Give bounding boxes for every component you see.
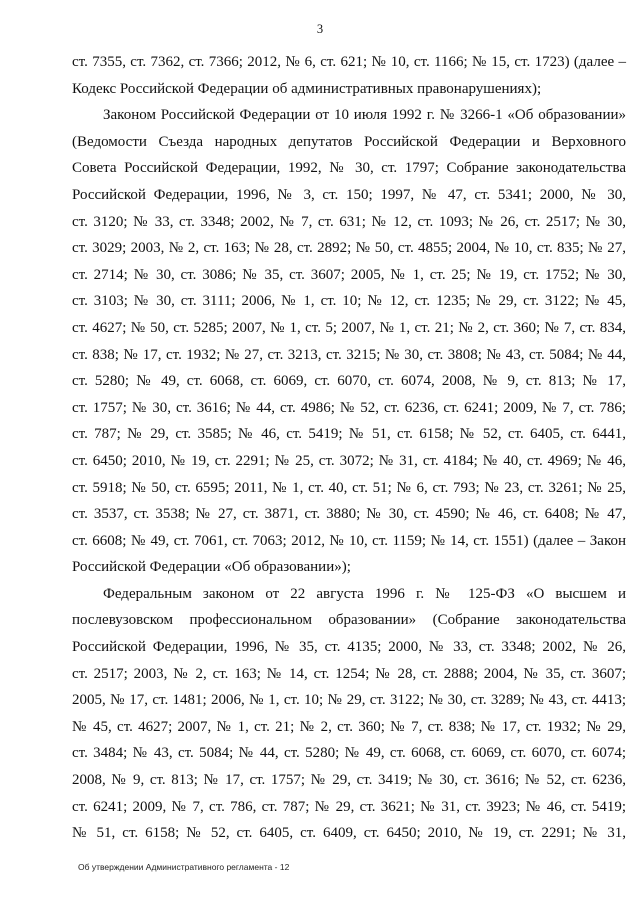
text-line: ст. 5918; № 50, ст. 6595; 2011, № 1, ст. 40, ст. 51; № 6, ст. 793; № 23, ст. 3261; № 25, <box>72 479 626 496</box>
text-line: № 51, ст. 6158; № 52, ст. 6405, ст. 6409, ст. 6450; 2010, № 19, ст. 2291; № 31, <box>72 825 626 842</box>
page-number: 3 <box>316 22 324 36</box>
text-line: Совета Российской Федерации, 1992, № 30, ст. 1797; Собрание законодательства <box>72 160 626 177</box>
text-line: послевузовском профессиональном образовании» (Собрание законодательства <box>72 612 626 629</box>
text-line: ст. 4627; № 50, ст. 5285; 2007, № 1, ст. 5; 2007, № 1, ст. 21; № 2, ст. 360; № 7, ст. 834, <box>72 319 626 336</box>
text-line: ст. 3029; 2003, № 2, ст. 163; № 28, ст. 2892; № 50, ст. 4855; 2004, № 10, ст. 835; № 27, <box>72 240 626 257</box>
text-line: 2008, № 9, ст. 813; № 17, ст. 1757; № 29, ст. 3419; № 30, ст. 3616; № 52, ст. 6236, <box>72 772 626 789</box>
text-line: Российской Федерации, 1996, № 3, ст. 150; 1997, № 47, ст. 5341; 2000, № 30, <box>72 186 626 203</box>
text-line: 2005, № 17, ст. 1481; 2006, № 1, ст. 10; № 29, ст. 3122; № 30, ст. 3289; № 43, ст. 4413; <box>72 692 626 709</box>
text-line: Российской Федерации «Об образовании»); <box>72 559 351 576</box>
text-line: ст. 3120; № 33, ст. 3348; 2002, № 7, ст. 631; № 12, ст. 1093; № 26, ст. 2517; № 30, <box>72 213 626 230</box>
text-line: Федеральным законом от 22 августа 1996 г. № 125-ФЗ «О высшем и <box>103 585 626 602</box>
text-line: ст. 3537, ст. 3538; № 27, ст. 3871, ст. 3880; № 30, ст. 4590; № 46, ст. 6408; № 47, <box>72 506 626 523</box>
paragraph-1 <box>72 49 626 102</box>
paragraph-2 <box>72 102 626 581</box>
text-line: ст. 838; № 17, ст. 1932; № 27, ст. 3213, ст. 3215; № 30, ст. 3808; № 43, ст. 5084; № 44, <box>72 346 626 363</box>
text-line: ст. 3484; № 43, ст. 5084; № 44, ст. 5280; № 49, ст. 6068, ст. 6069, ст. 6070, ст. 6074; <box>72 745 626 762</box>
document-body <box>72 49 626 847</box>
text-line: ст. 6608; № 49, ст. 7061, ст. 7063; 2012, № 10, ст. 1159; № 14, ст. 1551) (далее – Закон <box>72 532 626 549</box>
text-line: Законом Российской Федерации от 10 июля 1992 г. № 3266-1 «Об образовании» <box>103 107 626 124</box>
text-line: ст. 2517; 2003, № 2, ст. 163; № 14, ст. 1254; № 28, ст. 2888; 2004, № 35, ст. 3607; <box>72 665 626 682</box>
text-line: ст. 5280; № 49, ст. 6068, ст. 6069, ст. 6070, ст. 6074, 2008, № 9, ст. 813; № 17, <box>72 373 626 390</box>
text-line: Российской Федерации, 1996, № 35, ст. 4135; 2000, № 33, ст. 3348; 2002, № 26, <box>72 639 626 656</box>
text-line: № 45, ст. 4627; 2007, № 1, ст. 21; № 2, ст. 360; № 7, ст. 838; № 17, ст. 1932; № 29, <box>72 718 626 735</box>
text-line: Кодекс Российской Федерации об административных правонарушениях); <box>72 80 542 97</box>
text-line: ст. 2714; № 30, ст. 3086; № 35, ст. 3607; 2005, № 1, ст. 25; № 19, ст. 1752; № 30, <box>72 266 626 283</box>
text-line: (Ведомости Съезда народных депутатов Российской Федерации и Верховного <box>72 133 626 150</box>
text-line: ст. 1757; № 30, ст. 3616; № 44, ст. 4986; № 52, ст. 6236, ст. 6241; 2009, № 7, ст. 786; <box>72 399 626 416</box>
paragraph-3 <box>72 581 626 847</box>
text-line: ст. 6450; 2010, № 19, ст. 2291; № 25, ст. 3072; № 31, ст. 4184; № 40, ст. 4969; № 46, <box>72 452 626 469</box>
text-line: ст. 3103; № 30, ст. 3111; 2006, № 1, ст. 10; № 12, ст. 1235; № 29, ст. 3122; № 45, <box>72 293 626 310</box>
document-footer: Об утверждении Административного регламента - 12 <box>78 862 290 872</box>
text-line: ст. 7355, ст. 7362, ст. 7366; 2012, № 6, ст. 621; № 10, ст. 1166; № 15, ст. 1723) (далее – <box>72 54 626 70</box>
text-line: ст. 787; № 29, ст. 3585; № 46, ст. 5419; № 51, ст. 6158; № 52, ст. 6405, ст. 6441, <box>72 426 626 443</box>
text-line: ст. 6241; 2009, № 7, ст. 786, ст. 787; № 29, ст. 3621; № 31, ст. 3923; № 46, ст. 5419; <box>72 798 626 815</box>
